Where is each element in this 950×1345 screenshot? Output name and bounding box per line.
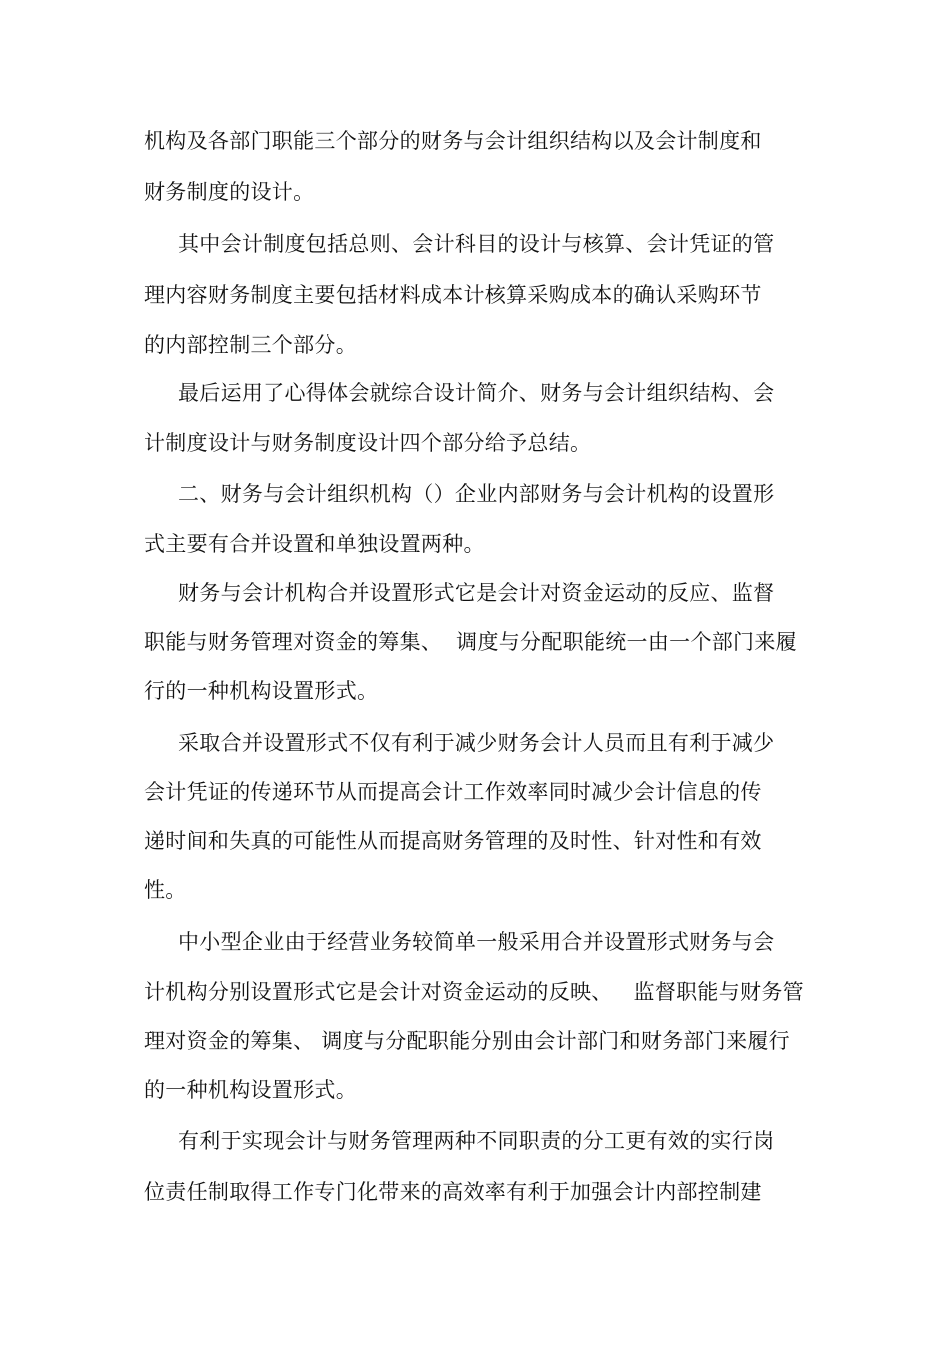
text-line: 财务制度的设计。 (144, 180, 315, 204)
text-line: 行的一种机构设置形式。 (144, 679, 379, 703)
text-line: 理对资金的筹集、 调度与分配职能分别由会计部门和财务部门来履行 (144, 1029, 790, 1053)
text-line: 会计凭证的传递环节从而提高会计工作效率同时减少会计信息的传 (144, 780, 762, 804)
text-line: 递时间和失真的可能性从而提高财务管理的及时性、针对性和有效 (144, 829, 762, 853)
text-line: 式主要有合并设置和单独设置两种。 (144, 532, 485, 556)
text-line: 有利于实现会计与财务管理两种不同职责的分工更有效的实行岗 (178, 1129, 775, 1153)
text-line: 的内部控制三个部分。 (144, 333, 357, 357)
text-line: 中小型企业由于经营业务较简单一般采用合并设置形式财务与会 (178, 930, 775, 954)
text-line: 性。 (144, 878, 187, 902)
text-line: 采取合并设置形式不仅有利于减少财务会计人员而且有利于减少 (178, 731, 775, 755)
text-line: 最后运用了心得体会就综合设计简介、财务与会计组织结构、会 (178, 381, 775, 405)
text-line: 其中会计制度包括总则、会计科目的设计与核算、会计凭证的管 (178, 232, 775, 256)
text-line: 的一种机构设置形式。 (144, 1078, 357, 1102)
text-line: 机构及各部门职能三个部分的财务与会计组织结构以及会计制度和 (144, 129, 762, 153)
text-line: 计制度设计与财务制度设计四个部分给予总结。 (144, 431, 592, 455)
text-line: 财务与会计机构合并设置形式它是会计对资金运动的反应、监督 (178, 581, 775, 605)
text-line: 理内容财务制度主要包括材料成本计核算采购成本的确认采购环节 (144, 283, 762, 307)
text-line: 职能与财务管理对资金的筹集、 调度与分配职能统一由一个部门来履 (144, 630, 797, 654)
text-line: 计机构分别设置形式它是会计对资金运动的反映、 监督职能与财务管 (144, 980, 804, 1004)
text-line: 位责任制取得工作专门化带来的高效率有利于加强会计内部控制建 (144, 1180, 762, 1204)
text-line: 二、财务与会计组织机构（）企业内部财务与会计机构的设置形 (178, 482, 775, 506)
